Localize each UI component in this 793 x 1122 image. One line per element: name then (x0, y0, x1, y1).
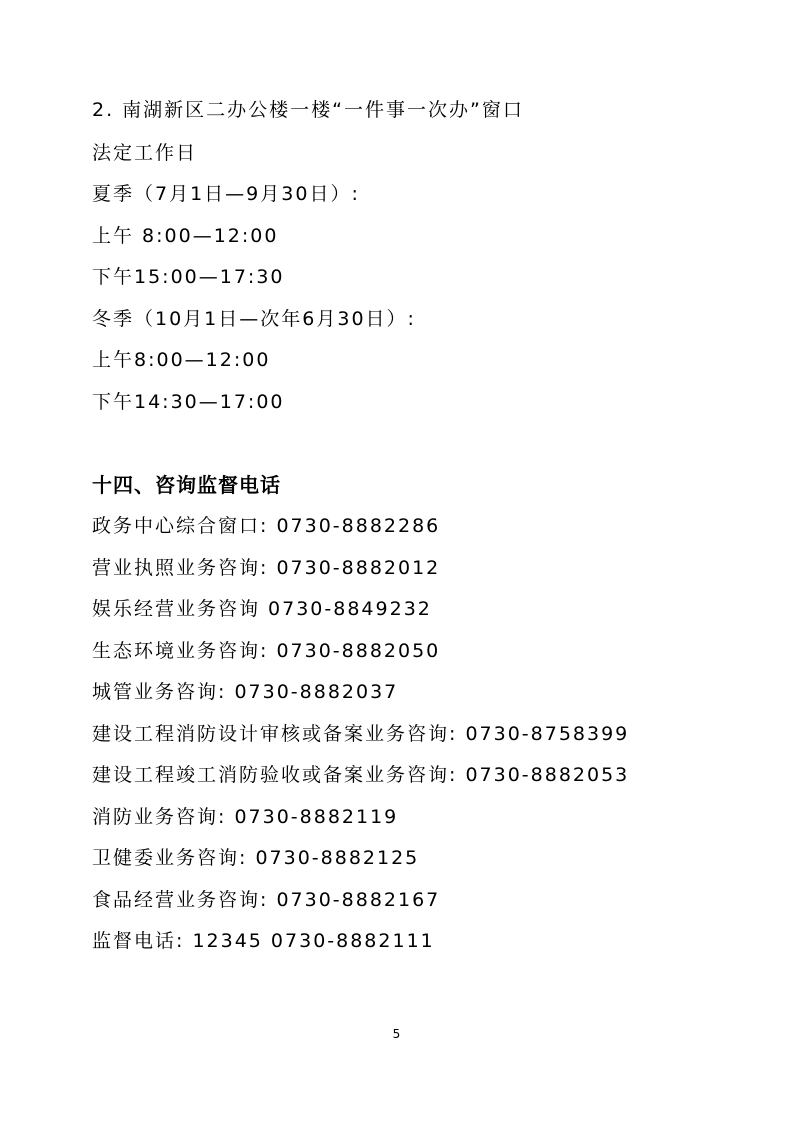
contact-line-fire-acceptance: 建设工程竣工消防验收或备案业务咨询: 0730-8882053 (92, 764, 630, 786)
contact-line-food-business: 食品经营业务咨询: 0730-8882167 (92, 889, 441, 911)
contact-line-supervision: 监督电话: 12345 0730-8882111 (92, 930, 435, 952)
contact-line-service-center: 政务中心综合窗口: 0730-8882286 (92, 515, 441, 537)
window-location-line: 2. 南湖新区二办公楼一楼“一件事一次办”窗口 (92, 99, 524, 121)
winter-afternoon-hours: 下午14:30—17:00 (92, 391, 285, 413)
summer-season-line: 夏季（7月1日—9月30日）: (92, 183, 360, 205)
winter-morning-hours: 上午8:00—12:00 (92, 349, 271, 371)
section-heading: 十四、咨询监督电话 (92, 473, 281, 497)
contact-line-fire-design: 建设工程消防设计审核或备案业务咨询: 0730-8758399 (92, 723, 630, 745)
contact-line-business-license: 营业执照业务咨询: 0730-8882012 (92, 557, 441, 579)
contact-line-urban-management: 城管业务咨询: 0730-8882037 (92, 681, 399, 703)
contact-line-fire-service: 消防业务咨询: 0730-8882119 (92, 806, 399, 828)
contact-line-environment: 生态环境业务咨询: 0730-8882050 (92, 640, 441, 662)
workday-label: 法定工作日 (92, 142, 198, 164)
summer-morning-hours: 上午 8:00—12:00 (92, 225, 279, 247)
contact-line-entertainment: 娱乐经营业务咨询 0730-8849232 (92, 598, 432, 620)
contact-line-health-commission: 卫健委业务咨询: 0730-8882125 (92, 847, 420, 869)
summer-afternoon-hours: 下午15:00—17:30 (92, 266, 285, 288)
page-number: 5 (392, 1027, 401, 1041)
winter-season-line: 冬季（10月1日—次年6月30日）: (92, 308, 416, 330)
